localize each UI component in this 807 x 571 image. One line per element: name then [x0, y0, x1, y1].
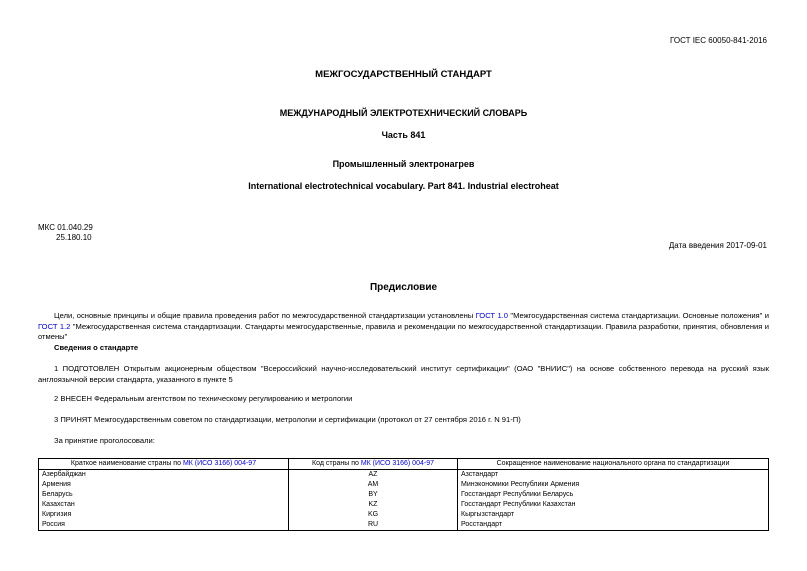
standards-body-cell: Госстандарт Республики Казахстан [458, 500, 769, 510]
code-cell: KZ [289, 500, 458, 510]
country-cell: Азербайджан [39, 470, 289, 481]
mk-iso-3166-link[interactable]: МК (ИСО 3166) 004-97 [360, 460, 434, 467]
voting-countries-table [38, 458, 769, 531]
table-row [39, 490, 769, 500]
country-cell: Киргизия [39, 510, 289, 520]
mks-code-line1: МКС 01.040.29 [38, 223, 93, 232]
country-cell: Армения [39, 480, 289, 490]
country-cell: Беларусь [39, 490, 289, 500]
table-row [39, 500, 769, 510]
introduction-date: Дата введения 2017-09-01 [668, 241, 767, 250]
table-header-row [39, 459, 769, 470]
column-header-code-text: Код страны по [312, 460, 361, 467]
code-cell: KG [289, 510, 458, 520]
standards-body-cell: Кыргызстандарт [458, 510, 769, 520]
mks-code-line2: 25.180.10 [56, 233, 92, 242]
preface-heading: Предисловие [369, 282, 438, 293]
subject-title-ru: Промышленный электронагрев [332, 159, 475, 169]
mk-iso-3166-link[interactable]: МК (ИСО 3166) 004-97 [182, 460, 257, 467]
adopted-by-item: 3 ПРИНЯТ Межгосударственным советом по стандартизации, метрологии и сертификации (протокол от 27 сентября 2016 г. N 91-П) [54, 415, 521, 424]
table-row [39, 520, 769, 531]
table-row [39, 470, 769, 481]
code-cell: AM [289, 480, 458, 490]
standards-body-cell: Госстандарт Республики Беларусь [458, 490, 769, 500]
code-cell: RU [289, 520, 458, 531]
column-header-country-text: Краткое наименование страны по [70, 460, 183, 467]
document-code: ГОСТ IEC 60050-841-2016 [669, 36, 767, 45]
part-number: Часть 841 [381, 130, 426, 140]
column-header-standards-body: Сокращенное наименование национального органа по стандартизации [458, 459, 769, 470]
aims-text-pre: Цели, основные принципы и общие правила проведения работ по межгосударственной стандартизации установлены [54, 311, 476, 320]
standards-body-cell: Росстандарт [458, 520, 769, 531]
country-cell: Россия [39, 520, 289, 531]
column-header-code [289, 459, 458, 470]
preface-aims-paragraph [38, 311, 769, 343]
standard-info-heading: Сведения о стандарте [54, 343, 139, 352]
standard-type-heading: МЕЖГОСУДАРСТВЕННЫЙ СТАНДАРТ [315, 69, 492, 80]
column-header-country [39, 459, 289, 470]
table-row [39, 510, 769, 520]
dictionary-title: МЕЖДУНАРОДНЫЙ ЭЛЕКТРОТЕХНИЧЕСКИЙ СЛОВАРЬ [279, 108, 528, 118]
prepared-by-item: 1 ПОДГОТОВЛЕН Открытым акционерным обществом "Всероссийский научно-исследовательский институт сертификации" (ОАО "ВНИИС") на основе собственного перевода на русский язык англоязычной версии стандарта, указанного в пункте 5 [38, 364, 769, 384]
aims-text-mid: "Межгосударственная система стандартизации. Основные положения" и [508, 311, 769, 320]
voted-for-label: За принятие проголосовали: [54, 436, 155, 445]
subject-title-en: International electrotechnical vocabulary. Part 841. Industrial electroheat [248, 181, 559, 191]
gost-1-0-link[interactable]: ГОСТ 1.0 [475, 311, 508, 320]
table-row [39, 480, 769, 490]
country-cell: Казахстан [39, 500, 289, 510]
submitted-by-item: 2 ВНЕСЕН Федеральным агентством по техническому регулированию и метрологии [54, 394, 353, 403]
standards-body-cell: Минэкономики Республики Армения [458, 480, 769, 490]
standards-body-cell: Азстандарт [458, 470, 769, 481]
code-cell: AZ [289, 470, 458, 481]
code-cell: BY [289, 490, 458, 500]
aims-text-post: "Межгосударственная система стандартизации. Стандарты межгосударственные, правила и рекомендации по межгосударственной стандартизации. Правила разработки, принятия, обновления и отмены" [38, 321, 769, 341]
gost-1-2-link[interactable]: ГОСТ 1.2 [38, 321, 71, 331]
